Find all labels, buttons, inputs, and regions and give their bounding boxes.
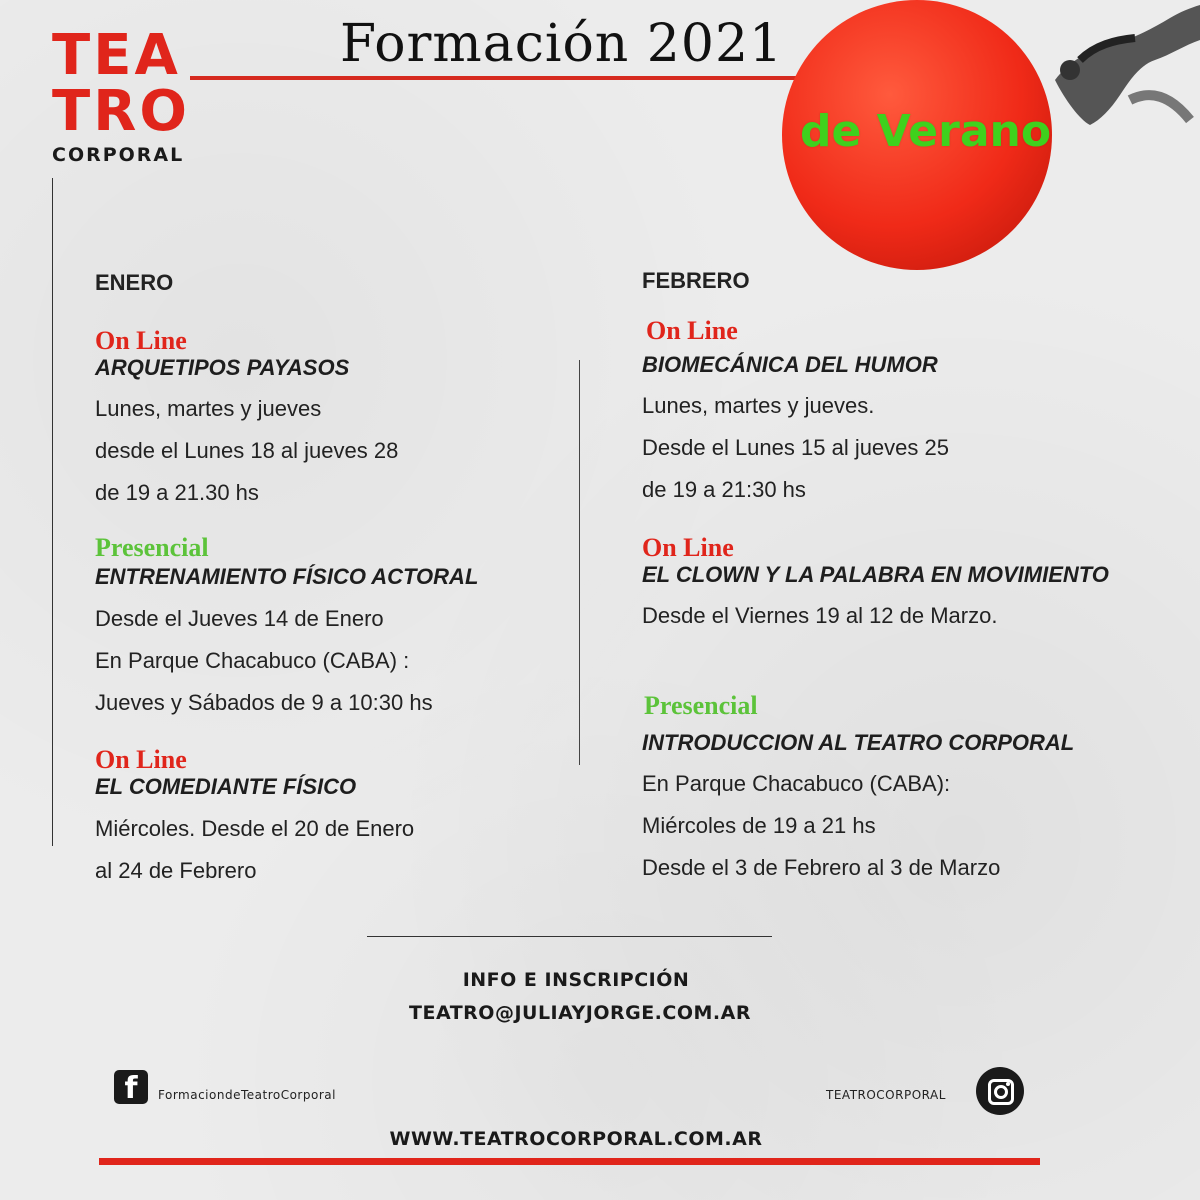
course-detail: Miércoles. Desde el 20 de Enero <box>95 816 415 841</box>
acrobat-figure-image <box>1040 0 1200 130</box>
contact-email[interactable]: TEATRO@JULIAYJORGE.COM.AR <box>409 1002 751 1024</box>
course-title: ARQUETIPOS PAYASOS <box>95 355 350 380</box>
page-title: Formación 2021 <box>340 14 784 74</box>
course-tag: On Line <box>95 745 187 774</box>
course-tag: On Line <box>642 533 734 562</box>
month-heading-enero: ENERO <box>95 270 174 295</box>
course-detail: Desde el Jueves 14 de Enero <box>95 606 384 631</box>
course-tag: Presencial <box>644 691 758 720</box>
course-detail: En Parque Chacabuco (CABA) : <box>95 648 410 673</box>
facebook-handle[interactable]: FormaciondeTeatroCorporal <box>158 1088 336 1102</box>
course-tag: Presencial <box>95 533 209 562</box>
left-divider <box>52 178 53 846</box>
course-title: ENTRENAMIENTO FÍSICO ACTORAL <box>95 564 479 589</box>
course-detail: Lunes, martes y jueves <box>95 396 322 421</box>
course-tag: On Line <box>95 326 187 355</box>
course-detail: de 19 a 21.30 hs <box>95 480 259 505</box>
instagram-icon[interactable] <box>976 1067 1024 1115</box>
month-heading-febrero: FEBRERO <box>642 268 750 293</box>
center-divider <box>579 360 580 765</box>
course-detail: de 19 a 21:30 hs <box>642 477 806 502</box>
course-detail: al 24 de Febrero <box>95 858 257 883</box>
course-detail: En Parque Chacabuco (CABA): <box>642 771 951 796</box>
course-detail: Lunes, martes y jueves. <box>642 393 875 418</box>
course-detail: Desde el Lunes 15 al jueves 25 <box>642 435 949 460</box>
course-detail: Jueves y Sábados de 9 a 10:30 hs <box>95 690 433 715</box>
course-detail: Desde el 3 de Febrero al 3 de Marzo <box>642 855 1001 880</box>
facebook-icon[interactable]: f <box>114 1070 148 1104</box>
balloon-subtitle: de Verano <box>800 106 1052 157</box>
logo-line-3: CORPORAL <box>52 144 185 166</box>
bottom-accent-bar <box>99 1158 1040 1165</box>
course-title: BIOMECÁNICA DEL HUMOR <box>642 352 938 377</box>
course-title: EL CLOWN Y LA PALABRA EN MOVIMIENTO <box>642 562 1109 587</box>
course-detail: desde el Lunes 18 al jueves 28 <box>95 438 399 463</box>
title-underline <box>190 76 810 80</box>
logo-line-2: TRO <box>52 79 190 144</box>
website-link[interactable]: WWW.TEATROCORPORAL.COM.AR <box>389 1128 763 1150</box>
instagram-handle[interactable]: TEATROCORPORAL <box>826 1088 946 1102</box>
info-heading: INFO E INSCRIPCIÓN <box>462 969 690 991</box>
course-detail: Desde el Viernes 19 al 12 de Marzo. <box>642 603 998 628</box>
footer-divider <box>367 936 772 937</box>
course-detail: Miércoles de 19 a 21 hs <box>642 813 876 838</box>
course-title: EL COMEDIANTE FÍSICO <box>95 774 357 799</box>
course-tag: On Line <box>646 316 738 345</box>
course-title: INTRODUCCION AL TEATRO CORPORAL <box>642 730 1075 755</box>
logo <box>52 23 202 166</box>
logo-line-1: TEA <box>52 23 181 88</box>
